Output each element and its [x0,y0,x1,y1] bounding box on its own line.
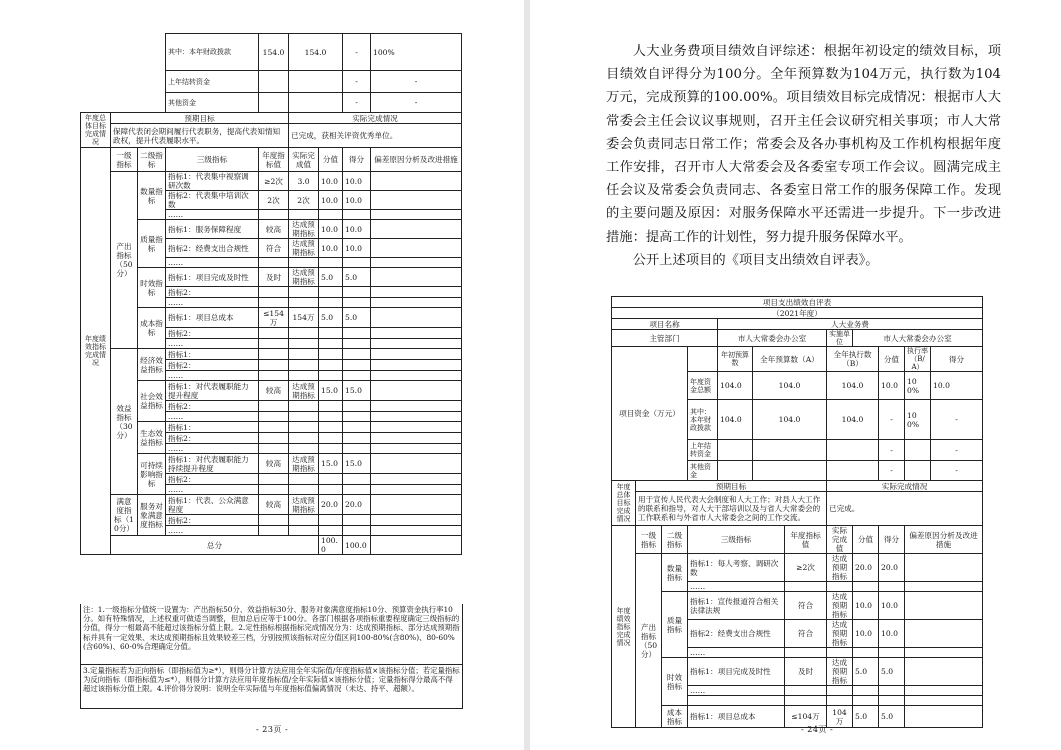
left-evaluation-table [80,33,462,555]
output-category: 产出指标（50分） [111,172,138,349]
fund-full: 104.0 [753,400,827,440]
indicator-name: 指标1：项目总成本 [166,308,259,328]
ellipsis: …… [166,485,259,495]
indicator-row [612,554,983,582]
indicator-weight: 15.0 [319,454,343,474]
funding-label: 上年结转资金 [166,71,259,93]
fund-row-label: 其他资金 [688,461,718,481]
indicator-row [81,349,462,360]
ellipsis: …… [166,210,259,220]
satisfaction-category: 满意度指标（10分） [111,495,138,536]
social-category: 社会效益指标 [138,381,166,422]
fund-annual: 104.0 [718,372,753,400]
benefit-category: 效益指标（30分） [111,349,138,495]
level2-header: 二级指标 [662,526,688,554]
level3-header: 三级指标 [688,526,785,554]
indicator-score: 20.0 [879,554,905,582]
fund-row-label: 年度资金总额 [688,372,718,400]
funding-label: 项目资金（万元） [612,347,688,481]
impl-label: 实施单位 [827,330,853,347]
ellipsis: …… [688,648,785,658]
level1-header: 一级指标 [636,526,662,554]
indicator-actual: 达成预期指标 [827,554,853,582]
expected-goal: 保障代表闭会期间履行代表职务，提高代表知情知政权，提升代表履职水平。 [111,124,289,148]
indicator-weight: 10.0 [319,172,343,191]
fund-score: - [931,440,983,461]
fund-score: - [931,461,983,481]
score-cell: - [371,93,462,113]
indicator-target: 符合 [785,620,827,648]
target-header: 年度指标值 [785,526,827,554]
expected-goal-header: 预期目标 [636,481,827,492]
level2-header: 二级指标 [138,148,166,172]
level1-header: 一级指标 [111,148,138,172]
total-label: 总分 [111,536,319,555]
fund-annual: 104.0 [718,400,753,440]
indicator-name: 指标2： [166,474,259,485]
indicator-label: 年度绩效指标完成情况 [81,148,111,555]
table-title: 项目支出绩效自评表 [612,297,983,308]
indicator-score: 5.0 [343,308,371,328]
table-year: （2021年度） [612,308,983,319]
indicator-name: 指标1：代表集中视察调研次数 [166,172,259,191]
indicator-name: 指标2： [166,433,259,444]
indicator-row [612,592,983,620]
fund-score: 10.0 [931,372,983,400]
ellipsis: …… [688,582,785,592]
fund-executed: 104.0 [827,372,879,400]
left-page [0,0,524,750]
indicator-score: 20.0 [343,495,371,515]
fund-score: - [931,400,983,440]
indicator-weight: 10.0 [319,191,343,210]
quantity-category: 数量指标 [138,172,166,220]
indicator-score: 10.0 [343,239,371,258]
indicator-weight: 10.0 [853,592,879,620]
indicator-score: 15.0 [343,454,371,474]
indicator-row [81,220,462,239]
indicator-actual: 104万 [827,706,853,728]
indicator-target: ≤154万 [259,308,289,328]
indicator-score: 5.0 [879,706,905,728]
timeliness-category: 时效指标 [662,658,688,706]
actual-goal: 已完成。 [827,492,983,526]
indicator-actual: 达成预期指标 [289,495,319,515]
total-row [81,536,462,555]
indicator-actual: 154万 [289,308,319,328]
indicator-weight: 5.0 [319,268,343,287]
indicator-row [81,172,462,191]
right-evaluation-table [611,296,983,728]
indicator-weight: 15.0 [319,381,343,401]
indicator-row [81,381,462,401]
fund-row-label: 上年结转资金 [688,440,718,461]
indicator-target: ≥2次 [785,554,827,582]
fund-weight: 10.0 [879,372,905,400]
indicator-label: 年度绩效指标完成情况 [612,526,636,728]
indicator-target: 较高 [259,495,289,515]
notes-section-b: 3.定量指标若为正向指标（即指标值为≥*），则得分计算方法应用全年实际值/年度指标值×该指标分值；若定量指标为反向指标（即指标值为≤*），则得分计算方法应用年度指标值/全年实际值×该指标分值；定量指标得分最高不得超过该指标分值上限。4.评价得分说明：说明全年实际值与年度指标值偏离情况（未达、持平、超额）。 [80,664,463,709]
indicator-name: 指标2： [166,360,259,371]
score-cell: - [371,71,462,93]
ellipsis: …… [166,298,259,308]
indicator-name: 指标2： [166,401,259,412]
indicator-score: 10.0 [343,172,371,191]
full-budget: 154.0 [259,34,289,71]
indicator-actual: 达成预期指标 [289,220,319,239]
actual-goal-header: 实际完成情况 [827,481,983,492]
fund-row-label: 其中：本年财政拨款 [688,400,718,440]
indicator-target: 较高 [259,454,289,474]
economic-category: 经济效益指标 [138,349,166,381]
indicator-actual: 达成预期指标 [289,454,319,474]
total-weight: 100.0 [319,536,343,555]
indicator-actual: 达成预期指标 [289,268,319,287]
indicator-weight: 10.0 [853,620,879,648]
indicator-actual: 达成预期指标 [827,620,853,648]
quality-category: 质量指标 [662,592,688,658]
annual-budget-header: 年初预算数 [718,347,753,372]
rate-header: 执行率（B/A） [905,347,931,372]
notes-section-a: 注：1.一级指标分值统一设置为：产出指标50分、效益指标30分、服务对象满意度指标10分、预算资金执行率10分。如有特殊情况，上述权重可做适当调整，但加总后应等于100分。各部门根据各项指标重要程度确定三级指标的分值，得分一相最高不能超过该指标分值上限。2.定性指标根据指标完成情况分为：达成预期指标、部分达成预期指标并具有一定效果、未达成预期指标且效果较差三档，分别按照该指标对应分值区间100-80%(含80%)、80-60%(含60%)、60-0%合理确定分值。 [80,604,463,665]
indicator-target: 符合 [259,239,289,258]
page-number: - 24页 - [801,725,834,734]
full-budget-header: 全年预算数（A） [753,347,827,372]
executed-header: 全年执行数（B） [827,347,879,372]
page-number: - 23页 - [256,725,289,734]
weight-cell: - [343,93,371,113]
fund-executed: 104.0 [827,400,879,440]
indicator-name: 指标2：代表集中培训次数 [166,191,259,210]
expected-goal-header: 预期目标 [111,113,289,124]
indicator-name: 指标1：项目完成及时性 [688,658,785,686]
dept-label: 主管部门 [612,330,718,347]
weight-cell: - [343,34,371,71]
indicator-name: 指标1：对代表履职能力提升程度 [166,381,259,401]
indicator-name: 指标1：项目总成本 [688,706,785,728]
deviation-header: 偏差原因分析及改进措施 [905,526,983,554]
target-header: 年度指标值 [259,148,289,172]
total-score: 100.0 [343,536,371,555]
actual-header: 实际完成值 [827,526,853,554]
indicator-row [81,268,462,287]
indicator-row [81,454,462,474]
indicator-name: 指标1： [166,349,259,360]
funding-row [81,34,462,71]
indicator-name: 指标1：每人考察、调研次数 [688,554,785,582]
ellipsis: …… [166,371,259,381]
actual-header: 实际完成值 [289,148,319,172]
indicator-actual: 达成预期指标 [827,658,853,686]
cost-category: 成本指标 [138,308,166,349]
indicator-score: 10.0 [879,620,905,648]
indicator-name: 指标1：代表、公众满意程度 [166,495,259,515]
level3-header: 三级指标 [166,148,259,172]
goal-row [81,124,462,148]
timeliness-category: 时效指标 [138,268,166,308]
indicator-actual: 达成预期指标 [827,592,853,620]
deviation-header: 偏差原因分析及改进措施 [371,148,462,172]
quality-category: 质量指标 [138,220,166,268]
indicator-weight: 5.0 [853,706,879,728]
goal-header-row [81,113,462,124]
summary-paragraph: 公开上述项目的《项目支出绩效自评表》。 [632,252,879,268]
indicator-weight: 20.0 [853,554,879,582]
indicator-name: 指标1：项目完成及时性 [166,268,259,287]
expected-goal: 用于宣传人民代表大会制度和人大工作；对县人大工作的联系和指导，对人大干部培训以及与省人大常委会的工作联系和与外省市人大常委会之间的工作交流。 [636,492,827,526]
weight-header: 分值 [319,148,343,172]
indicator-actual: 达成预期指标 [289,239,319,258]
service-satisfaction-category: 服务对象满意度指标 [138,495,166,536]
goal-label: 年度总体目标完成情况 [612,481,636,526]
score-header: 得分 [343,148,371,172]
weight-header: 分值 [879,347,905,372]
score-header: 得分 [931,347,983,372]
indicator-name: 指标1：对代表履职能力持续提升程度 [166,454,259,474]
output-category: 产出指标（50分） [636,554,662,728]
indicator-target: 符合 [785,592,827,620]
indicator-name: 指标1：服务保障程度 [166,220,259,239]
indicator-weight: 5.0 [853,658,879,686]
fund-rate: 100% [905,400,931,440]
ellipsis: …… [166,339,259,349]
indicator-target: 2次 [259,191,289,210]
ellipsis: …… [166,526,259,536]
indicator-name: 指标1： [166,422,259,433]
indicator-name: 指标1：宣传报道符合相关法律法规 [688,592,785,620]
indicator-name: 指标2：经费支出合规性 [688,620,785,648]
indicator-name: 指标2： [166,515,259,526]
indicator-name: 指标2：经费支出合规性 [166,239,259,258]
indicator-target: 较高 [259,381,289,401]
funding-label: 其中：本年财政拨款 [166,34,259,71]
indicator-weight: 5.0 [319,308,343,328]
impl: 市人大常委会办公室 [853,330,983,347]
indicator-score: 10.0 [879,592,905,620]
indicator-score: 15.0 [343,381,371,401]
indicator-row [612,658,983,686]
indicator-target: 较高 [259,220,289,239]
rate-cell: 100% [371,34,462,71]
project-name: 人大业务费 [718,319,983,330]
indicator-name: 指标2： [166,287,259,298]
actual-goal: 已完成，获相关评资优秀单位。 [289,124,462,148]
indicator-target: ≤104万 [785,706,827,728]
funding-row [81,93,462,113]
indicator-weight: 10.0 [319,220,343,239]
ellipsis: …… [166,412,259,422]
ellipsis: …… [166,444,259,454]
indicator-actual: 达成预期指标 [289,381,319,401]
indicator-score: 5.0 [879,658,905,686]
actual-goal-header: 实际完成情况 [289,113,462,124]
fund-weight: - [879,400,905,440]
indicator-target: 及时 [259,268,289,287]
indicator-weight: 10.0 [319,239,343,258]
summary-paragraph: 人大业务费项目绩效自评综述：根据年初设定的绩效目标，项目绩效自评得分为100分。全年预算数为104万元，执行数为104万元，完成预算的100.00%。项目绩效目标完成情况：根据市人大常委会主任会议议事规则，召开主任会议研究相关事项；市人大常委会负责同志日常工作；常委会及各办事机构及工作机构根据年度工作安排，召开市人大常委会及各委室专项工作会议。圆满完成主任会议及常委会负责同志、各委室日常工作的服务保障工作。发现的主要问题及原因：对服务保障水平还需进一步提升。下一步改进措施：提高工作的计划性，努力提升服务保障水平。 [606,44,1001,245]
goal-label: 年度总体目标完成情况 [81,113,111,148]
funding-row [81,71,462,93]
fund-weight: - [879,440,905,461]
ellipsis: …… [688,686,785,696]
indicator-name: 指标2： [166,328,259,339]
project-name-label: 项目名称 [612,319,718,330]
weight-cell: - [343,71,371,93]
cost-category: 成本指标 [662,706,688,728]
indicator-target: ≥2次 [259,172,289,191]
score-header: 得分 [879,526,905,554]
indicator-score: 5.0 [343,268,371,287]
indicator-row [81,308,462,328]
evaluation-summary [606,40,1001,272]
indicator-row [81,495,462,515]
ecology-category: 生态效益指标 [138,422,166,454]
indicator-target: 及时 [785,658,827,686]
indicator-weight: 20.0 [319,495,343,515]
indicator-header-row [81,148,462,172]
fund-full: 104.0 [753,372,827,400]
indicator-row [612,706,983,728]
dept: 市人大常委会办公室 [718,330,827,347]
fund-rate: 100% [905,372,931,400]
sustain-category: 可持续影响指标 [138,454,166,495]
fund-weight: - [879,461,905,481]
executed-budget: 154.0 [289,34,343,71]
indicator-score: 10.0 [343,191,371,210]
quantity-category: 数量指标 [662,554,688,592]
indicator-score: 10.0 [343,220,371,239]
indicator-actual: 2次 [289,191,319,210]
indicator-actual: 3.0 [289,172,319,191]
indicator-row [81,422,462,433]
ellipsis: …… [166,258,259,268]
weight-header: 分值 [853,526,879,554]
funding-label: 其他资金 [166,93,259,113]
